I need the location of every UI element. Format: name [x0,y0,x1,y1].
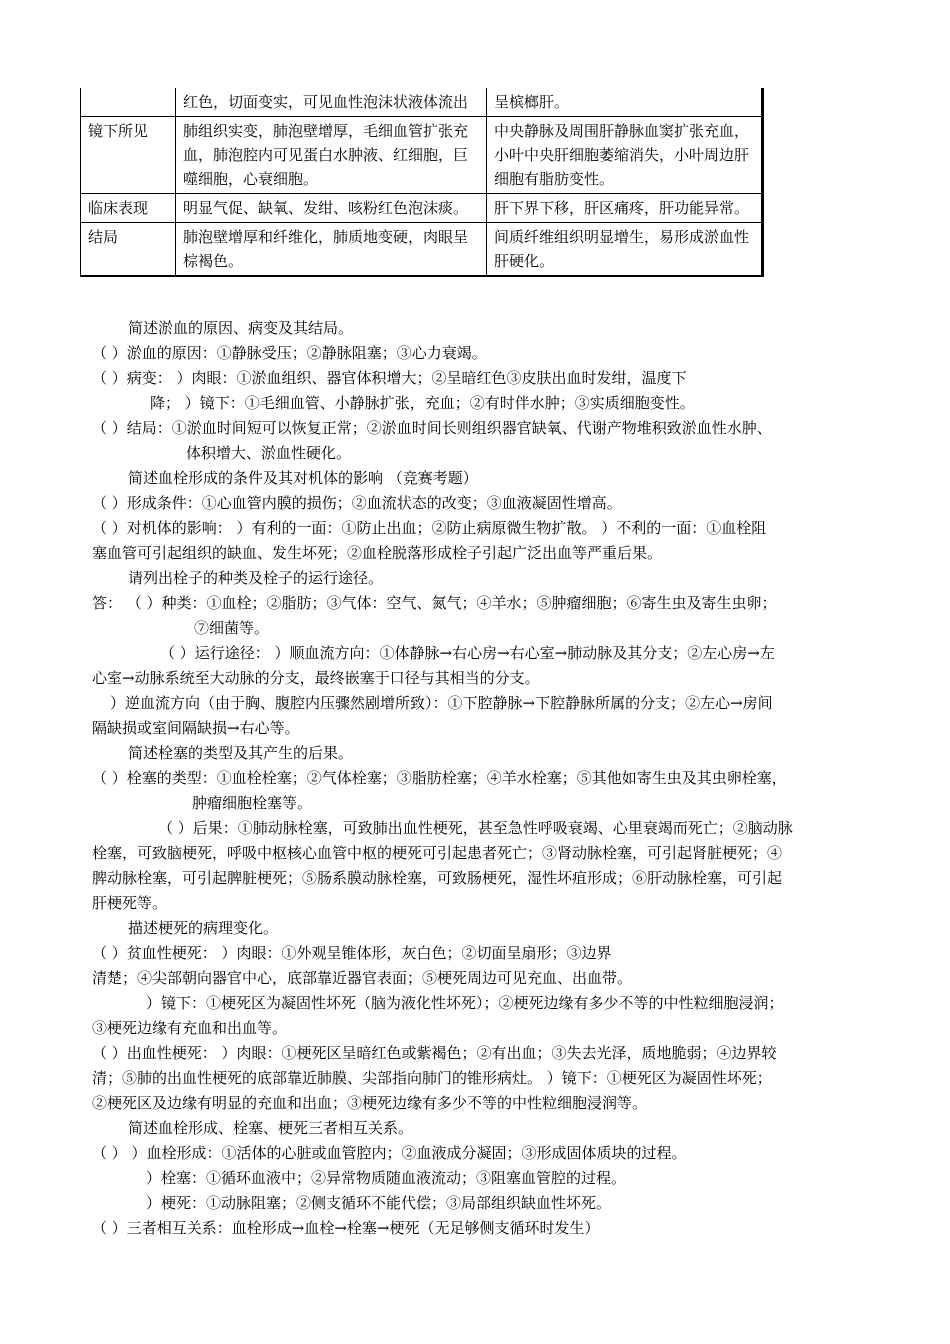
text-line: 简述栓塞的类型及其产生的后果。 [128,744,354,762]
text-line: 答： （ ）种类：①血栓；②脂肪；③气体：空气、氮气；④羊水；⑤肿瘤细胞；⑥寄生虫及寄生虫卵； [92,594,777,612]
text-line: （ ）结局：①淤血时间短可以恢复正常；②淤血时间长则组织器官缺氧、代谢产物堆积致淤血性水肿、 [92,419,772,437]
text-line: 描述梗死的病理变化。 [128,919,279,937]
text-line: （ ）对机体的影响： ）有利的一面：①防止出血；②防止病原微生物扩散。 ）不利的一面：①血栓阻 [92,519,767,537]
text-line: 简述血栓形成的条件及其对机体的影响 （竞赛考题） [128,469,478,487]
lung-cell: 肺泡壁增厚和纤维化，肺质地变硬，肉眼呈棕褐色。 [176,223,487,277]
document-body [92,316,872,1241]
text-line: 体积增大、淤血性硬化。 [186,444,352,462]
comparison-table [80,88,764,277]
text-line: 简述淤血的原因、病变及其结局。 [128,319,354,337]
table-row [81,194,763,223]
text-line: （ ）形成条件：①心血管内膜的损伤；②血流状态的改变；③血液凝固性增高。 [92,494,622,512]
text-line: 心室→动脉系统至大动脉的分支，最终嵌塞于口径与其相当的分支。 [92,669,540,687]
text-line: （ ）病变： ）肉眼：①淤血组织、器官体积增大；②呈暗红色③皮肤出血时发绀，温度下 [92,369,687,387]
row-label-cell: 镜下所见 [81,117,176,194]
text-line: 降； ）镜下：①毛细血管、小静脉扩张，充血；②有时伴水肿；③实质细胞变性。 [150,394,695,412]
text-line: （ ）后果：①肺动脉栓塞，可致肺出血性梗死，甚至急性呼吸衰竭、心里衰竭而死亡；②脑动脉 [158,819,793,837]
row-label-cell: 结局 [81,223,176,277]
liver-cell: 间质纤维组织明显增生，易形成淤血性肝硬化。 [487,223,763,277]
text-line: （ ）栓塞的类型：①血栓栓塞；②气体栓塞；③脂肪栓塞；④羊水栓塞；⑤其他如寄生虫及其虫卵栓塞， [92,769,787,787]
lung-cell: 明显气促、缺氧、发绀、咳粉红色泡沫痰。 [176,194,487,223]
text-line: ③梗死边缘有充血和出血等。 [92,1019,288,1037]
liver-cell: 肝下界下移，肝区痛疼，肝功能异常。 [487,194,763,223]
text-line: 请列出栓子的种类及栓子的运行途径。 [128,569,384,587]
text-line: （ ） ）血栓形成：①活体的心脏或血管腔内；②血液成分凝固；③形成固体质块的过程。 [92,1144,687,1162]
row-label-cell [81,88,176,117]
text-line: ）梗死：①动脉阻塞；②侧支循环不能代偿；③局部组织缺血性坏死。 [146,1194,612,1212]
text-line: 栓塞，可致脑梗死，呼吸中枢核心血管中枢的梗死可引起患者死亡；③肾动脉栓塞，可引起肾脏梗死；④ [92,844,783,862]
text-line: 脾动脉栓塞，可引起脾脏梗死；⑤肠系膜动脉栓塞，可致肠梗死，湿性坏疽形成；⑥肝动脉栓塞，可引起 [92,869,783,887]
text-line: 简述血栓形成、栓塞、梗死三者相互关系。 [128,1119,414,1137]
text-line: 肿瘤细胞栓塞等。 [192,794,313,812]
text-line: 塞血管可引起组织的缺血、发生坏死；②血栓脱落形成栓子引起广泛出血等严重后果。 [92,544,663,562]
row-label-cell: 临床表现 [81,194,176,223]
text-line: （ ）运行途径： ）顺血流方向：①体静脉→右心房→右心室→肺动脉及其分支；②左心房→左 [160,644,775,662]
text-line: ）镜下：①梗死区为凝固性坏死（脑为液化性坏死）；②梗死边缘有多少不等的中性粒细胞浸润； [146,994,784,1012]
text-line: （ ）出血性梗死： ）肉眼：①梗死区呈暗红色或紫褐色；②有出血；③失去光泽，质地脆弱；④边界较 [92,1044,777,1062]
text-line: （ ）贫血性梗死： ）肉眼：①外观呈锥体形，灰白色；②切面呈扇形；③边界 [92,944,612,962]
text-line: ②梗死区及边缘有明显的充血和出血；③梗死边缘有多少不等的中性粒细胞浸润等。 [92,1094,648,1112]
lung-cell: 肺组织实变，肺泡壁增厚，毛细血管扩张充血，肺泡腔内可见蛋白水肿液、红细胞，巨噬细胞，心衰细胞。 [176,117,487,194]
text-line: 清；⑤肺的出血性梗死的底部靠近肺膜、尖部指向肺门的锥形病灶。 ）镜下：①梗死区为凝固性坏死； [92,1069,772,1087]
text-line: 肝梗死等。 [92,894,168,912]
table-row [81,117,763,194]
liver-cell: 中央静脉及周围肝静脉血窦扩张充血，小叶中央肝细胞萎缩消失，小叶周边肝细胞有脂肪变性。 [487,117,763,194]
text-line: （ ）淤血的原因：①静脉受压；②静脉阻塞；③心力衰竭。 [92,344,487,362]
text-line: 清楚；④尖部朝向器官中心，底部靠近器官表面；⑤梗死周边可见充血、出血带。 [92,969,633,987]
table-row [81,223,763,277]
text-line: （ ）三者相互关系：血栓形成→血栓→栓塞→梗死（无足够侧支循环时发生） [92,1219,600,1237]
text-line: ）逆血流方向（由于胸、腹腔内压骤然剧增所致）：①下腔静脉→下腔静脉所属的分支；②左心→房间 [110,694,773,712]
text-line: ⑦细菌等。 [194,619,270,637]
lung-cell: 红色，切面变实，可见血性泡沫状液体流出 [176,88,487,117]
table-row [81,88,763,117]
liver-cell: 呈槟榔肝。 [487,88,763,117]
text-line: 隔缺损或室间隔缺损→右心等。 [92,719,300,737]
text-line: ）栓塞：①循环血液中；②异常物质随血液流动；③阻塞血管腔的过程。 [146,1169,627,1187]
